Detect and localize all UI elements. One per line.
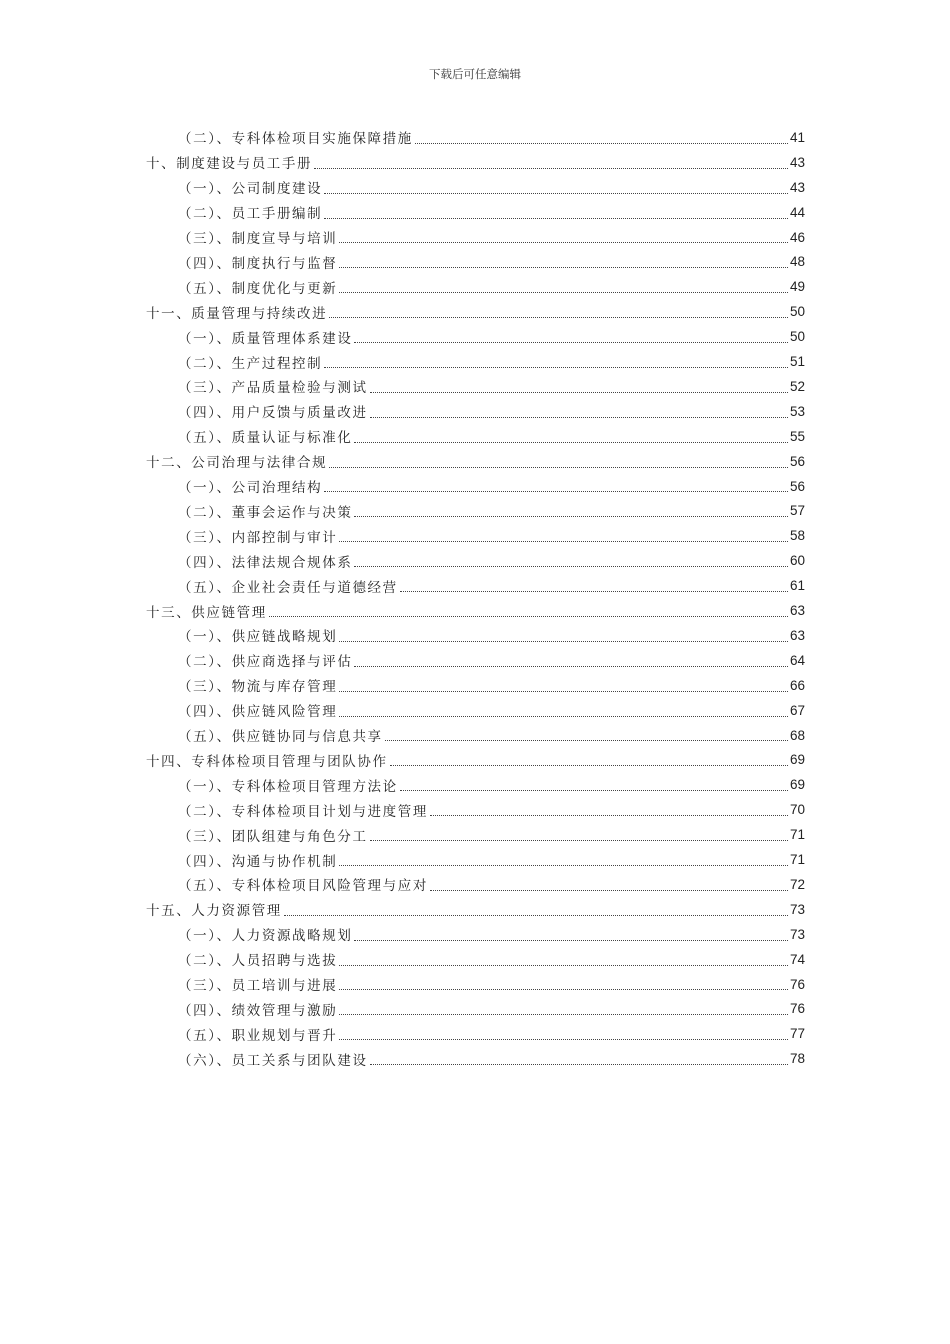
toc-entry-page-number: 46 xyxy=(789,229,805,245)
toc-entry[interactable] xyxy=(178,324,805,349)
toc-entry-title: 十五、人力资源管理 xyxy=(146,903,282,920)
toc-entry-title: （一）、专科体检项目管理方法论 xyxy=(178,778,398,795)
toc-entry[interactable] xyxy=(178,499,805,524)
toc-leader-dots xyxy=(339,266,788,268)
toc-entry-title: （五）、供应链协同与信息共享 xyxy=(178,729,383,746)
toc-leader-dots xyxy=(370,391,788,393)
toc-leader-dots xyxy=(324,217,788,219)
toc-leader-dots xyxy=(400,590,788,592)
toc-entry-title: （四）、用户反馈与质量改进 xyxy=(178,405,368,422)
toc-entry[interactable] xyxy=(178,573,805,598)
toc-entry-title: （五）、质量认证与标准化 xyxy=(178,430,353,447)
toc-entry-page-number: 73 xyxy=(789,926,805,942)
toc-entry-title: （一）、公司治理结构 xyxy=(178,480,323,497)
toc-entry-title: （四）、制度执行与监督 xyxy=(178,255,338,272)
toc-entry-title: （三）、物流与库存管理 xyxy=(178,679,338,696)
toc-entry-page-number: 68 xyxy=(789,727,805,743)
page-header: 下载后可任意编辑 xyxy=(429,67,521,81)
toc-leader-dots xyxy=(329,466,788,468)
toc-entry[interactable] xyxy=(178,1046,805,1071)
toc-leader-dots xyxy=(354,665,788,667)
toc-entry-title: （二）、供应商选择与评估 xyxy=(178,654,353,671)
toc-leader-dots xyxy=(354,441,788,443)
toc-entry-page-number: 69 xyxy=(789,752,805,768)
toc-entry-page-number: 55 xyxy=(789,428,805,444)
toc-entry-title: （一）、公司制度建设 xyxy=(178,181,323,198)
toc-leader-dots xyxy=(339,540,788,542)
toc-entry[interactable] xyxy=(178,474,805,499)
toc-entry[interactable] xyxy=(178,723,805,748)
toc-entry-title: （四）、法律法规合规体系 xyxy=(178,554,353,571)
toc-entry[interactable] xyxy=(178,872,805,897)
toc-entry-page-number: 76 xyxy=(789,976,805,992)
toc-leader-dots xyxy=(339,1013,788,1015)
toc-entry[interactable] xyxy=(178,250,805,275)
toc-entry-title: （三）、制度宣导与培训 xyxy=(178,231,338,248)
toc-entry-page-number: 72 xyxy=(789,876,805,892)
toc-entry-title: 十四、专科体检项目管理与团队协作 xyxy=(146,753,388,770)
toc-entry-title: （一）、供应链战略规划 xyxy=(178,629,338,646)
toc-entry-title: （六）、员工关系与团队建设 xyxy=(178,1052,368,1069)
toc-entry[interactable] xyxy=(178,847,805,872)
toc-entry-title: 十二、公司治理与法律合规 xyxy=(146,455,328,472)
toc-leader-dots xyxy=(370,1063,788,1065)
toc-leader-dots xyxy=(354,565,788,567)
toc-entry-title: （五）、企业社会责任与道德经营 xyxy=(178,579,398,596)
toc-entry-title: （四）、绩效管理与激励 xyxy=(178,1002,338,1019)
toc-leader-dots xyxy=(370,839,788,841)
toc-leader-dots xyxy=(390,764,788,766)
toc-leader-dots xyxy=(339,241,788,243)
toc-leader-dots xyxy=(339,715,788,717)
toc-leader-dots xyxy=(324,192,788,194)
toc-entry-page-number: 52 xyxy=(789,378,805,394)
toc-entry[interactable] xyxy=(146,598,805,623)
toc-entry-page-number: 76 xyxy=(789,1001,805,1017)
toc-entry[interactable] xyxy=(146,449,805,474)
toc-leader-dots xyxy=(370,416,788,418)
toc-entry-page-number: 64 xyxy=(789,652,805,668)
toc-leader-dots xyxy=(430,889,788,891)
toc-entry-page-number: 63 xyxy=(789,627,805,643)
toc-leader-dots xyxy=(354,341,788,343)
toc-entry[interactable] xyxy=(178,623,805,648)
toc-entry[interactable] xyxy=(146,897,805,922)
toc-leader-dots xyxy=(400,789,788,791)
toc-leader-dots xyxy=(415,142,788,144)
toc-entry-title: （二）、专科体检项目实施保障措施 xyxy=(178,131,413,148)
toc-entry-page-number: 56 xyxy=(789,453,805,469)
toc-entry-page-number: 67 xyxy=(789,702,805,718)
toc-entry-page-number: 43 xyxy=(789,179,805,195)
toc-entry-title: （二）、人员招聘与选拔 xyxy=(178,953,338,970)
toc-entry-page-number: 78 xyxy=(789,1051,805,1067)
toc-entry-title: （三）、团队组建与角色分工 xyxy=(178,828,368,845)
toc-entry-title: （五）、制度优化与更新 xyxy=(178,280,338,297)
toc-leader-dots xyxy=(354,939,788,941)
toc-entry-title: 十三、供应链管理 xyxy=(146,604,267,621)
toc-entry[interactable] xyxy=(146,299,805,324)
toc-leader-dots xyxy=(339,291,788,293)
toc-leader-dots xyxy=(269,615,788,617)
toc-entry[interactable] xyxy=(178,274,805,299)
toc-entry-title: （三）、内部控制与审计 xyxy=(178,529,338,546)
toc-entry[interactable] xyxy=(178,997,805,1022)
toc-entry-title: （五）、职业规划与晋升 xyxy=(178,1027,338,1044)
toc-entry[interactable] xyxy=(178,972,805,997)
toc-entry-title: （四）、沟通与协作机制 xyxy=(178,853,338,870)
toc-entry-title: 十、制度建设与员工手册 xyxy=(146,156,313,173)
toc-entry-page-number: 48 xyxy=(789,254,805,270)
toc-leader-dots xyxy=(339,864,788,866)
toc-entry-title: （三）、员工培训与进展 xyxy=(178,978,338,995)
toc-entry-page-number: 60 xyxy=(789,553,805,569)
toc-entry-page-number: 50 xyxy=(789,304,805,320)
toc-entry[interactable] xyxy=(178,648,805,673)
toc-entry-title: （二）、生产过程控制 xyxy=(178,355,323,372)
toc-leader-dots xyxy=(339,988,788,990)
toc-entry-page-number: 70 xyxy=(789,802,805,818)
toc-leader-dots xyxy=(329,316,788,318)
toc-leader-dots xyxy=(284,914,788,916)
toc-entry-page-number: 66 xyxy=(789,677,805,693)
toc-entry[interactable] xyxy=(178,125,805,150)
toc-entry-page-number: 53 xyxy=(789,403,805,419)
toc-leader-dots xyxy=(339,690,788,692)
toc-entry[interactable] xyxy=(178,175,805,200)
toc-entry-title: （一）、质量管理体系建设 xyxy=(178,330,353,347)
toc-entry[interactable] xyxy=(178,822,805,847)
toc-entry[interactable] xyxy=(178,523,805,548)
toc-entry-title: （二）、员工手册编制 xyxy=(178,206,323,223)
toc-entry-title: 十一、质量管理与持续改进 xyxy=(146,305,328,322)
toc-entry-page-number: 50 xyxy=(789,329,805,345)
toc-entry-title: （四）、供应链风险管理 xyxy=(178,704,338,721)
toc-entry-page-number: 74 xyxy=(789,951,805,967)
toc-leader-dots xyxy=(324,366,788,368)
toc-leader-dots xyxy=(314,167,788,169)
toc-entry-page-number: 51 xyxy=(789,354,805,370)
toc-entry-page-number: 69 xyxy=(789,777,805,793)
toc-leader-dots xyxy=(339,964,788,966)
toc-entry[interactable] xyxy=(178,772,805,797)
toc-leader-dots xyxy=(324,490,788,492)
toc-leader-dots xyxy=(385,739,788,741)
toc-leader-dots xyxy=(339,1038,788,1040)
toc-entry[interactable] xyxy=(178,947,805,972)
toc-entry-title: （二）、专科体检项目计划与进度管理 xyxy=(178,803,428,820)
toc-entry[interactable] xyxy=(178,1021,805,1046)
toc-entry-page-number: 71 xyxy=(789,852,805,868)
toc-entry[interactable] xyxy=(178,399,805,424)
toc-entry-page-number: 49 xyxy=(789,279,805,295)
toc-leader-dots xyxy=(354,515,788,517)
toc-entry-page-number: 61 xyxy=(789,578,805,594)
toc-entry-title: （三）、产品质量检验与测试 xyxy=(178,380,368,397)
toc-entry-page-number: 73 xyxy=(789,901,805,917)
toc-entry-page-number: 58 xyxy=(789,528,805,544)
toc-entry-page-number: 77 xyxy=(789,1026,805,1042)
toc-entry[interactable] xyxy=(178,374,805,399)
toc-entry[interactable] xyxy=(178,200,805,225)
toc-entry-page-number: 41 xyxy=(789,129,805,145)
toc-entry[interactable] xyxy=(178,349,805,374)
toc-leader-dots xyxy=(339,640,788,642)
toc-entry[interactable] xyxy=(178,548,805,573)
toc-entry-page-number: 57 xyxy=(789,503,805,519)
toc-entry-title: （一）、人力资源战略规划 xyxy=(178,928,353,945)
toc-entry[interactable] xyxy=(146,150,805,175)
toc-entry-title: （二）、董事会运作与决策 xyxy=(178,504,353,521)
toc-entry[interactable] xyxy=(178,225,805,250)
toc-entry[interactable] xyxy=(146,748,805,773)
toc-entry-page-number: 56 xyxy=(789,478,805,494)
toc-entry-page-number: 71 xyxy=(789,827,805,843)
toc-entry[interactable] xyxy=(178,698,805,723)
toc-entry-page-number: 43 xyxy=(789,154,805,170)
toc-entry[interactable] xyxy=(178,424,805,449)
toc-entry[interactable] xyxy=(178,797,805,822)
toc-entry[interactable] xyxy=(178,922,805,947)
toc-entry-title: （五）、专科体检项目风险管理与应对 xyxy=(178,878,428,895)
toc-entry-page-number: 63 xyxy=(789,603,805,619)
toc-entry-page-number: 44 xyxy=(789,204,805,220)
toc-leader-dots xyxy=(430,814,788,816)
toc-entry[interactable] xyxy=(178,673,805,698)
